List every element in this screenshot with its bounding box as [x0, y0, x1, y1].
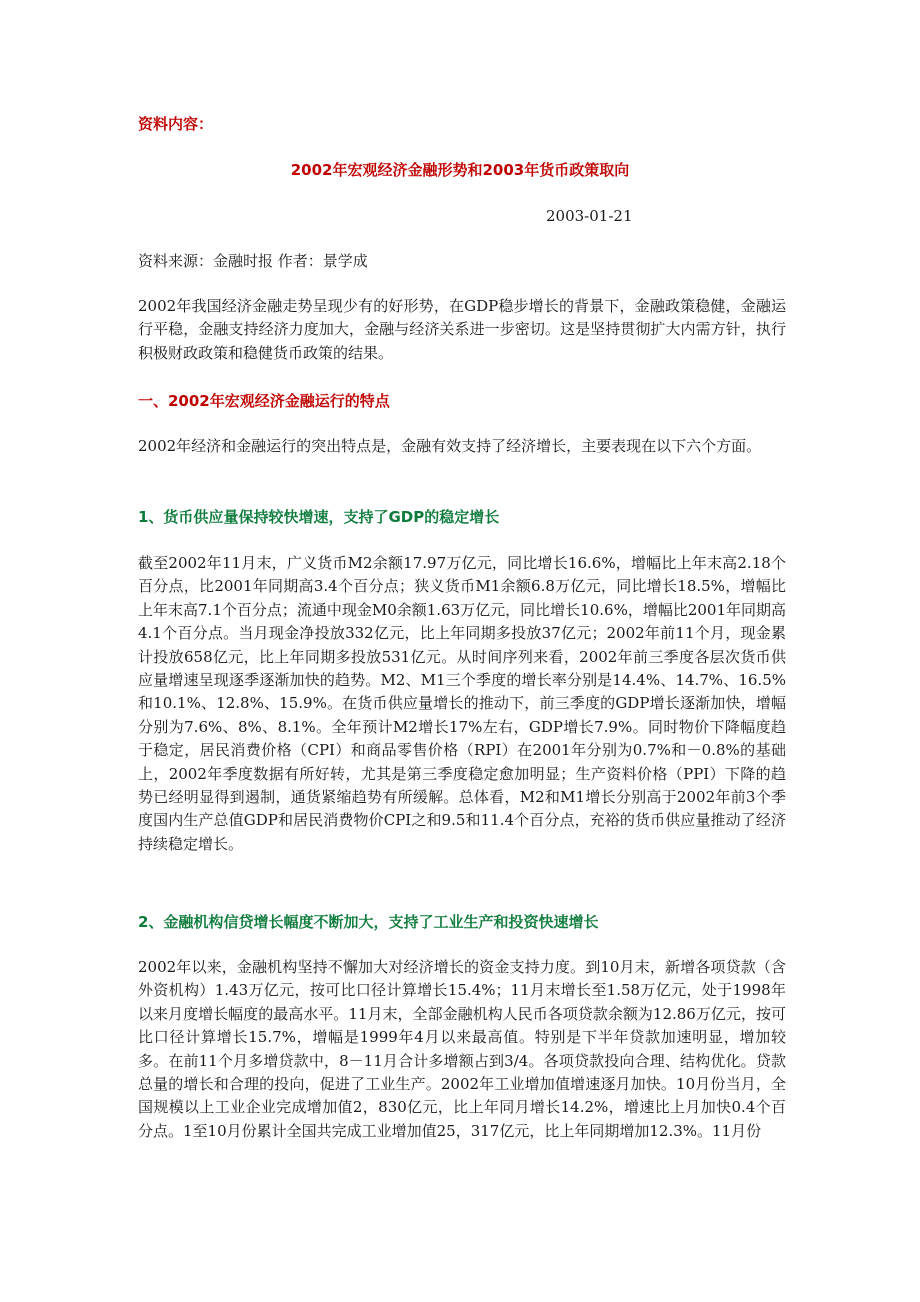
subsection2-heading: 2、金融机构信贷增长幅度不断加大，支持了工业生产和投资快速增长 [138, 913, 599, 931]
subsection1-paragraph: 截至2002年11月末，广义货币M2余额17.97万亿元，同比增长16.6%，增幅比上年末高2.18个百分点，比2001年同期高3.4个百分点；狭义货币M1余额6.8万亿元，同比增长18.5%，增幅比上年末高7.1个百分点；流通中现金M0余额1.63万亿元，同比增长10.6%，增幅比2001年同期高4.1个百分点。当月现金净投放332亿元，比上年同期多投放37亿元；2002年前11个月，现金累计投放658亿元，比上年同期多投放531亿元。从时间序列来看，2002年前三季度各层次货币供应量增速呈现逐季逐渐加快的趋势。M2、M1三个季度的增长率分别是14.4%、14.7%、16.5%和10.1%、12.8%、15.9%。在货币供应量增长的推动下，前三季度的GDP增长逐渐加快，增幅分别为7.6%、8%、8.1%。全年预计M2增长17%左右，GDP增长7.9%。同时物价下降幅度趋于稳定，居民消费价格（CPI）和商品零售价格（RPI）在2001年分别为0.7%和－0.8%的基础上，2002年季度数据有所好转，尤其是第三季度稳定愈加明显；生产资料价格（PPI）下降的趋势已经明显得到遏制，通货紧缩趋势有所缓解。总体看，M2和M1增长分别高于2002年前3个季度国内生产总值GDP和居民消费物价CPI之和9.5和11.4个百分点，充裕的货币供应量推动了经济持续稳定增长。 [138, 554, 786, 853]
section1-heading: 一、2002年宏观经济金融运行的特点 [138, 392, 390, 410]
subsection2-paragraph: 2002年以来，金融机构坚持不懈加大对经济增长的资金支持力度。到10月末，新增各项贷款（含外资机构）1.43万亿元，按可比口径计算增长15.4%；11月末增长至1.58万亿元，处于1998年以来月度增长幅度的最高水平。11月末，全部金融机构人民币各项贷款余额为12.86万亿元，按可比口径计算增长15.7%，增幅是1999年4月以来最高值。特别是下半年贷款加速明显，增加较多。在前11个月多增贷款中，8－11月合计多增额占到3/4。各项贷款投向合理、结构优化。贷款总量的增长和合理的投向，促进了工业生产。2002年工业增加值增速逐月加快。10月份当月，全国规模以上工业企业完成增加值2，830亿元，比上年同月增长14.2%，增速比上月加快0.4个百分点。1至10月份累计全国共完成工业增加值25，317亿元，比上年同期增加12.3%。11月份 [138, 958, 786, 1140]
subsection1-heading: 1、货币供应量保持较快增速，支持了GDP的稳定增长 [138, 508, 500, 526]
source-line: 资料来源：金融时报 作者：景学成 [138, 252, 368, 270]
article-title: 2002年宏观经济金融形势和2003年货币政策取向 [290, 161, 630, 179]
intro-paragraph: 2002年我国经济金融走势呈现少有的好形势，在GDP稳步增长的背景下，金融政策稳健，金融运行平稳，金融支持经济力度加大，金融与经济关系进一步密切。这是坚持贯彻扩大内需方针，执行积极财政政策和稳健货币政策的结果。 [138, 297, 786, 362]
content-label: 资料内容： [138, 115, 214, 133]
publish-date: 2003-01-21 [546, 207, 633, 225]
section1-paragraph: 2002年经济和金融运行的突出特点是，金融有效支持了经济增长，主要表现在以下六个方面。 [138, 437, 762, 455]
